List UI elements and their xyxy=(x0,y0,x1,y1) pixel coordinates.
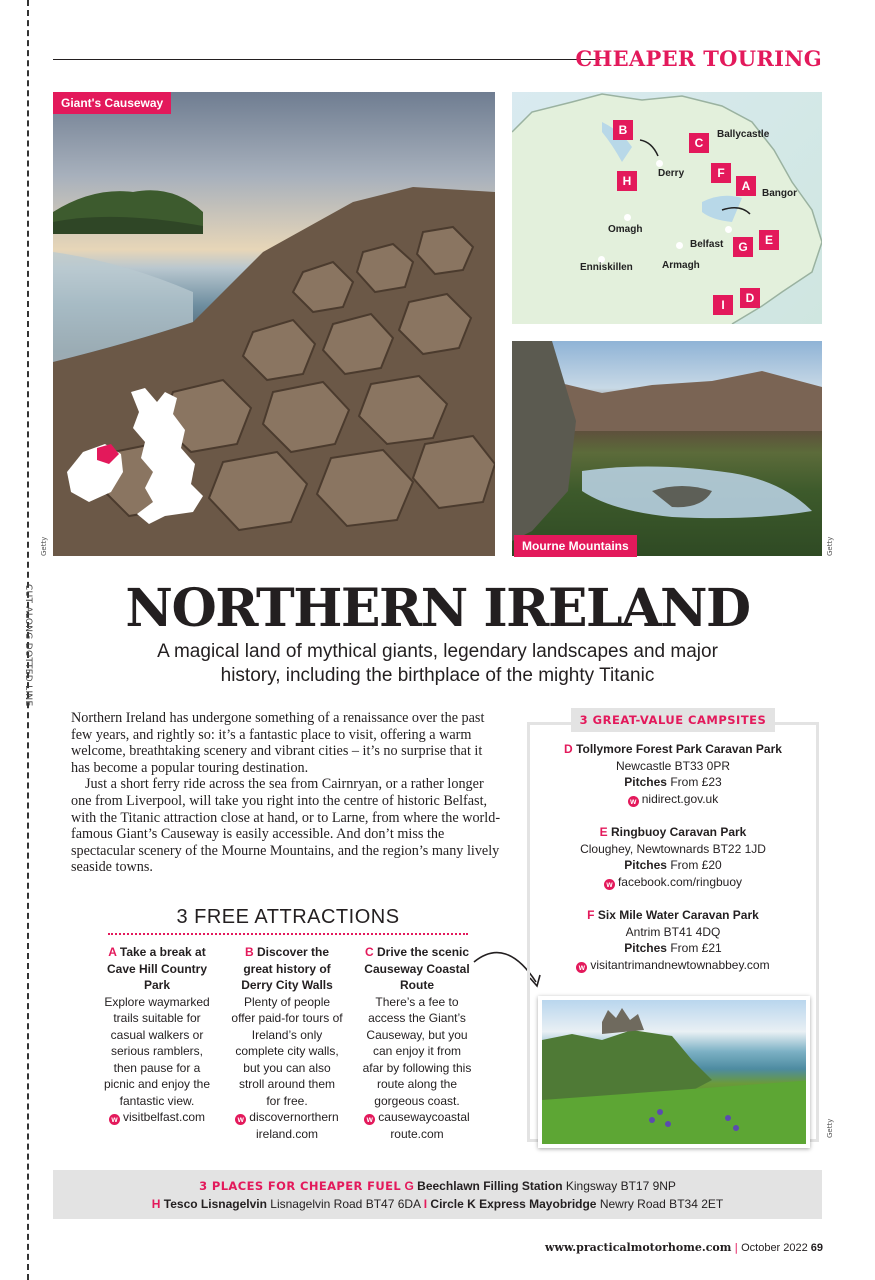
campsite-letter: E xyxy=(599,825,608,839)
attraction-c xyxy=(361,944,473,1142)
pitches-value: From £23 xyxy=(670,775,722,790)
section-title: CHEAPER TOURING xyxy=(575,46,822,71)
footer-separator: | xyxy=(734,1241,739,1254)
map-marker-g: G xyxy=(733,237,753,257)
campsite-address: Newcastle BT33 0PR xyxy=(615,758,731,773)
campsite-address: Cloughey, Newtownards BT22 1JD xyxy=(580,841,766,856)
attraction-title xyxy=(101,944,213,994)
footer-date: October 2022 xyxy=(741,1242,808,1254)
attraction-website[interactable] xyxy=(101,1109,213,1126)
armagh-dot xyxy=(676,242,683,249)
map-illustration xyxy=(512,92,822,324)
campsite-pitches xyxy=(533,857,813,874)
article-title: NORTHERN IRELAND xyxy=(125,578,750,639)
attraction-title xyxy=(231,944,343,994)
fuel-line-1 xyxy=(53,1179,822,1193)
coastal-castle-photo xyxy=(538,996,810,1148)
attraction-website[interactable] xyxy=(231,1109,343,1142)
fuel-letter: G xyxy=(404,1179,414,1193)
attraction-letter: B xyxy=(244,945,254,959)
mourne-mountains-photo xyxy=(512,341,822,556)
attraction-website-text[interactable]: causewaycoastal route.com xyxy=(378,1110,470,1141)
map-label-belfast: Belfast xyxy=(690,239,724,250)
photo-credit: Getty xyxy=(826,536,834,556)
attraction-b xyxy=(231,944,343,1142)
map-marker-h: H xyxy=(617,171,637,191)
attraction-text: There’s a fee to access the Giant’s Causeway, but you can enjoy it from afar by following this route along the gorgeous coast. xyxy=(362,994,472,1108)
land-area xyxy=(512,94,822,324)
web-icon: w xyxy=(364,1114,375,1125)
attractions-heading: 3 FREE ATTRACTIONS xyxy=(176,906,400,928)
campsite-letter: D xyxy=(564,742,573,756)
campsite-name-text: Six Mile Water Caravan Park xyxy=(597,908,759,922)
rock-outcrop xyxy=(512,341,576,541)
photo-credit: Getty xyxy=(826,1118,834,1138)
map-label-omagh: Omagh xyxy=(608,224,643,235)
giants-causeway-tag: Giant's Causeway xyxy=(53,92,171,114)
map-label-ballycastle: Ballycastle xyxy=(717,129,770,140)
fuel-address: Newry Road BT34 2ET xyxy=(599,1197,724,1211)
campsite-address: Antrim BT41 4DQ xyxy=(625,924,721,939)
campsite-name-text: Tollymore Forest Park Caravan Park xyxy=(576,742,782,756)
web-icon: w xyxy=(576,962,587,973)
attraction-a xyxy=(101,944,213,1126)
web-icon: w xyxy=(109,1114,120,1125)
giants-causeway-photo xyxy=(53,92,495,556)
body-paragraph-2: Just a short ferry ride across the sea from Cairnryan, or a rather longer one from Liverpool, will take you right into the centre of historic Belfast, with the Titanic attraction close at hand, or to Larne, from where the world-famous Giant’s Causeway is easily accessible. And don’t miss the spectacular scenery of the Mourne Mountains, and the region’s many lively seaside towns. xyxy=(71,776,501,876)
campsite-e xyxy=(533,824,813,890)
fuel-name: Tesco Lisnagelvin xyxy=(163,1197,267,1211)
campsite-d xyxy=(533,741,813,807)
omagh-dot xyxy=(624,214,631,221)
campsite-website[interactable] xyxy=(533,957,813,974)
page-number: 69 xyxy=(810,1242,823,1254)
campsite-name xyxy=(533,907,813,924)
map-label-bangor: Bangor xyxy=(762,188,797,199)
pitches-label: Pitches xyxy=(624,941,667,956)
attraction-title-text: Drive the scenic Causeway Coastal Route xyxy=(364,945,470,992)
fuel-box xyxy=(53,1170,822,1219)
fuel-name: Circle K Express Mayobridge xyxy=(430,1197,597,1211)
pitches-value: From £20 xyxy=(670,858,722,873)
pitches-label: Pitches xyxy=(624,858,667,873)
campsite-name xyxy=(533,824,813,841)
fuel-address: Lisnagelvin Road BT47 6DA xyxy=(270,1197,421,1211)
page-footer xyxy=(545,1241,823,1254)
map-label-derry: Derry xyxy=(658,168,685,179)
attraction-letter: A xyxy=(108,945,117,959)
map-label-enniskillen: Enniskillen xyxy=(580,262,633,273)
pitches-label: Pitches xyxy=(624,775,667,790)
web-icon: w xyxy=(628,796,639,807)
article-subtitle: A magical land of mythical giants, legendary landscapes and major history, including the birthplace of the mighty Titanic xyxy=(157,641,718,686)
castle-ruins xyxy=(602,1008,644,1034)
attraction-title-text: Take a break at Cave Hill Country Park xyxy=(106,945,208,992)
article-body xyxy=(71,710,501,876)
northern-ireland-map xyxy=(512,92,822,324)
campsite-website-text[interactable]: visitantrimandnewtownabbey.com xyxy=(590,957,770,972)
campsite-website-text[interactable]: nidirect.gov.uk xyxy=(641,791,719,806)
fuel-letter: H xyxy=(151,1197,161,1211)
map-marker-b: B xyxy=(613,120,633,140)
fuel-letter: I xyxy=(423,1197,428,1211)
map-marker-c: C xyxy=(689,133,709,153)
header-rule xyxy=(53,59,600,60)
map-marker-d: D xyxy=(740,288,760,308)
pitches-value: From £21 xyxy=(670,941,722,956)
campsite-pitches xyxy=(533,940,813,957)
campsite-f xyxy=(533,907,813,973)
photo-credit: Getty xyxy=(40,536,48,556)
fuel-heading: 3 PLACES FOR CHEAPER FUEL xyxy=(199,1179,402,1193)
attraction-website-text[interactable]: discovernorthern ireland.com xyxy=(249,1110,339,1141)
attractions-dotted-rule xyxy=(108,933,468,935)
map-label-armagh: Armagh xyxy=(662,260,700,271)
mourne-illustration xyxy=(512,341,822,556)
attraction-title-text: Discover the great history of Derry City Walls xyxy=(241,945,333,992)
derry-dot xyxy=(656,160,663,167)
campsite-website[interactable] xyxy=(533,874,813,891)
campsites-heading: 3 GREAT-VALUE CAMPSITES xyxy=(571,708,775,732)
causeway-illustration xyxy=(53,92,495,556)
attraction-title xyxy=(361,944,473,994)
attraction-text: Explore waymarked trails suitable for casual walkers or serious ramblers, then pause for a picnic and enjoy the fantastic view. xyxy=(103,994,211,1108)
campsite-letter: F xyxy=(587,908,595,922)
cut-label-text: CUT ALONG DOTTED LINE xyxy=(23,584,33,707)
body-paragraph-1: Northern Ireland has undergone something of a renaissance over the past few years, and rightly so: it’s a fantastic place to visit, offering a warm welcome, breathtaking scenery and vibrant cities – it’s no surprise that it has become a popular touring destination. xyxy=(71,710,485,776)
campsite-website-text[interactable]: facebook.com/ringbuoy xyxy=(617,874,743,889)
campsite-pitches xyxy=(533,774,813,791)
web-icon: w xyxy=(604,879,615,890)
attraction-letter: C xyxy=(364,945,374,959)
map-marker-f: F xyxy=(711,163,731,183)
fuel-name: Beechlawn Filling Station xyxy=(417,1179,563,1193)
footer-url[interactable]: www.practicalmotorhome.com xyxy=(545,1241,732,1254)
campsite-name xyxy=(533,741,813,758)
coast-illustration xyxy=(542,1000,810,1148)
attraction-website[interactable] xyxy=(361,1109,473,1142)
map-marker-i: I xyxy=(713,295,733,315)
attraction-text: Plenty of people offer paid-for tours of Ireland’s only complete city walls, but you can also stroll around them for free. xyxy=(231,994,343,1108)
attraction-website-text[interactable]: visitbelfast.com xyxy=(122,1110,206,1124)
fuel-address: Kingsway BT17 9NP xyxy=(565,1179,676,1193)
map-marker-a: A xyxy=(736,176,756,196)
campsite-website[interactable] xyxy=(533,791,813,808)
mourne-mountains-tag: Mourne Mountains xyxy=(514,535,637,557)
web-icon: w xyxy=(235,1114,246,1125)
campsite-name-text: Ringbuoy Caravan Park xyxy=(610,825,747,839)
fuel-line-2 xyxy=(53,1197,822,1211)
map-marker-e: E xyxy=(759,230,779,250)
belfast-dot xyxy=(725,226,732,233)
